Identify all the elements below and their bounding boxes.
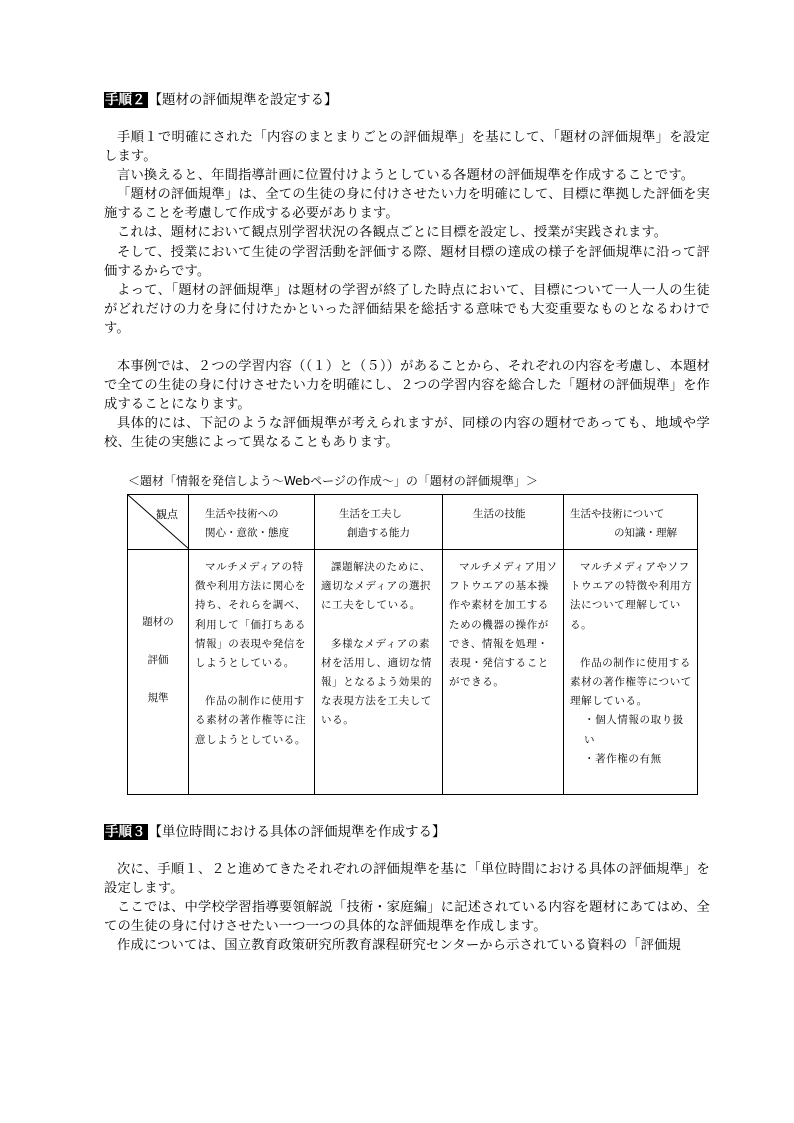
bullet-item: ・著作権の有無 xyxy=(584,752,662,765)
header-line: 生活の技能 xyxy=(473,508,526,520)
paragraph: 言い換えると、年間指導計画に位置付けようとしている各題材の評価規準を作成することです。 xyxy=(117,168,695,184)
bullet-list xyxy=(570,711,693,769)
header-line: 生活や技術について xyxy=(570,508,665,520)
paragraph: 具体的には、下記のような評価規準が考えられますが、同様の内容の題材であっても、地域や学校、生徒の実態によって異なることもあります。 xyxy=(104,416,710,451)
cell-text: 作品の制作に使用する素材の著作権等に注意しようとしている。 xyxy=(195,695,306,746)
header-line: 生活を工夫し xyxy=(339,508,402,520)
section3-body xyxy=(104,860,710,955)
section2-title: 【題材の評価規準を設定する】 xyxy=(148,92,338,108)
section2-body xyxy=(104,128,710,453)
section3 xyxy=(104,822,710,955)
header-cell-skills xyxy=(443,495,564,550)
paragraph: そして、授業において生徒の学習活動を評価する際、題材目標の達成の様子を評価規準に沿って評価するからです。 xyxy=(104,244,710,279)
header-cell-creativity xyxy=(315,495,443,550)
section3-title: 【単位時間における具体の評価規準を作成する】 xyxy=(148,824,446,840)
header-line: 生活や技術への xyxy=(205,508,279,520)
cell-text: マルチメディアやソフトウエアの特徴や利用方法について理解している。 xyxy=(570,561,693,631)
criteria-cell-skills xyxy=(443,550,564,795)
criteria-cell-knowledge xyxy=(564,550,698,795)
cell-text: 作品の制作に使用する素材の著作権等について理解している。 xyxy=(570,656,692,708)
criteria-cell-creativity xyxy=(315,550,443,795)
cell-text: 課題解決のために、適切なメディアの選択に工夫をしている。 xyxy=(321,561,432,612)
bullet-item: ・個人情報の取り扱い xyxy=(584,714,684,746)
paragraph: 手順１で明確にされた「内容のまとまりごとの評価規準」を基にして、「題材の評価規準」を設定します。 xyxy=(104,130,710,165)
criteria-cell-interest xyxy=(189,550,315,795)
section3-step-tag: 手順３ xyxy=(105,824,146,840)
section2-heading xyxy=(104,90,710,110)
evaluation-criteria-table xyxy=(127,494,698,795)
cell-text: 多様なメディアの素材を活用し、適切な情報」となるよう効果的な表現方法を工夫している。 xyxy=(321,637,432,727)
paragraph: これは、題材において観点別学習状況の各観点ごとに目標を設定し、授業が実践されます。 xyxy=(117,225,668,241)
paragraph: 次に、手順１、２と進めてきたそれぞれの評価規準を基に「単位時間における具体の評価規準」を設定します。 xyxy=(104,862,710,897)
table-body-row xyxy=(128,550,698,795)
paragraph: 本事例では、２つの学習内容（（１）と（５））があることから、それぞれの内容を考慮し、本題材で全ての生徒の身に付けさせたい力を明確にし、２つの学習内容を総合した「題材の評価規準」を作成することになります。 xyxy=(104,359,710,413)
row-label-line: 題材の xyxy=(142,616,174,628)
cell-text: マルチメディア用ソフトウエアの基本操作や素材を加工するための機器の操作ができ、情報を処理・表現・発信することができる。 xyxy=(449,561,558,689)
header-line: の知識・理解 xyxy=(614,527,677,540)
header-line: 創造する能力 xyxy=(347,527,410,540)
spacer xyxy=(104,338,710,357)
paragraph: 「題材の評価規準」は、全ての生徒の身に付けさせたい力を明確にして、目標に準拠した評価を実施することを考慮して作成する必要があります。 xyxy=(104,187,710,222)
paragraph: ここでは、中学校学習指導要領解説「技術・家庭編」に記述されている内容を題材にあてはめ、全ての生徒の身に付けさせたい一つ一つの具体的な評価規準を作成します。 xyxy=(104,900,710,935)
paragraph: 作成については、国立教育政策研究所教育課程研究センターから示されている資料の「評価規 xyxy=(117,938,681,954)
row-label xyxy=(128,550,189,795)
table-header-row xyxy=(128,495,698,550)
section3-heading xyxy=(104,822,710,842)
header-line: 関心・意欲・態度 xyxy=(205,527,289,540)
header-cell-knowledge xyxy=(564,495,698,550)
paragraph: よって、「題材の評価規準」は題材の学習が終了した時点において、目標について一人一人の生徒がどれだけの力を身に付けたかといった評価結果を総括する意味でも大変重要なものとなるわけです。 xyxy=(104,282,710,336)
corner-label: 観点 xyxy=(156,508,178,521)
cell-text: マルチメディアの特徴や利用方法に関心を持ち、それらを調べ、利用して「価打ちある情報」の表現や発信をしようとしている。 xyxy=(195,561,306,670)
row-label-line: 評価 xyxy=(147,654,169,666)
table-caption: ＜題材「情報を発信しよう～Webページの作成～」の「題材の評価規準」＞ xyxy=(128,473,538,488)
row-label-line: 規準 xyxy=(147,692,169,704)
section2 xyxy=(104,90,710,489)
section2-step-tag: 手順２ xyxy=(105,92,146,108)
header-cell-interest xyxy=(189,495,315,550)
corner-cell xyxy=(128,495,189,550)
